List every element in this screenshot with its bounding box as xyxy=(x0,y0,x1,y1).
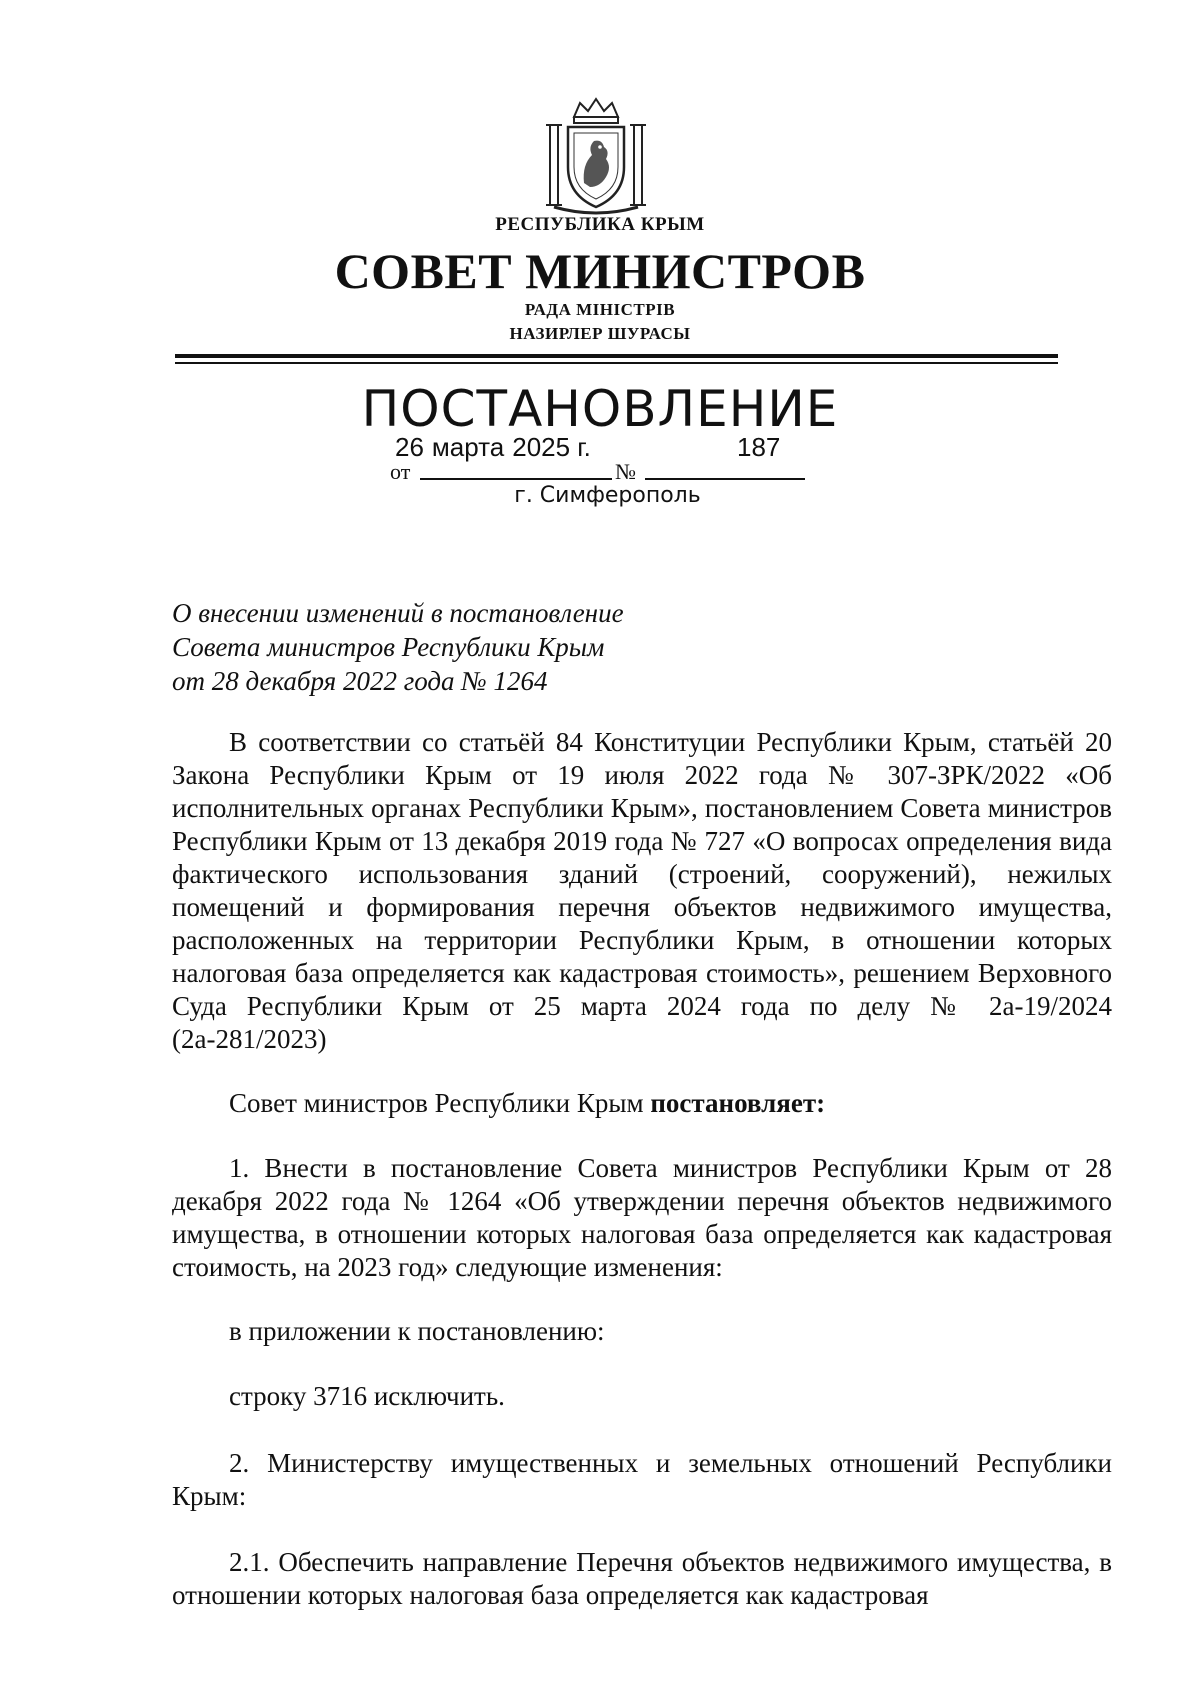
council-name: СОВЕТ МИНИСТРОВ xyxy=(334,243,866,299)
number-underline xyxy=(645,478,805,480)
republic-name: РЕСПУБЛИКА КРЫМ xyxy=(495,214,705,235)
document-type-heading: ПОСТАНОВЛЕНИЕ xyxy=(361,380,839,438)
item-1-change-text: строку 3716 исключить. xyxy=(229,1381,505,1411)
preamble-paragraph xyxy=(172,726,1112,1056)
council-name-crimean-tatar: НАЗИРЛЕР ШУРАСЫ xyxy=(509,324,691,343)
resolution-paragraph xyxy=(172,1087,1112,1120)
date-year: 2025 г. xyxy=(512,432,591,462)
document-title xyxy=(172,596,624,698)
date-underline xyxy=(420,478,612,480)
item-2-text: 2. Министерству имущественных и земельных отношений Республики Крым: xyxy=(172,1448,1112,1511)
title-line: Совета министров Республики Крым xyxy=(172,632,605,662)
header-divider-thin xyxy=(175,362,1058,364)
item-1-sub-paragraph xyxy=(172,1315,1112,1348)
preamble-text: В соответствии со статьёй 84 Конституции Республики Крым, статьёй 20 Закона Республики Крым от 19 июля 2022 года № 307-ЗРК/2022 «Об исполнительных органах Республики Крым», постановлением Совета министров Республики Крым от 13 декабря 2019 года № 727 «О вопросах определения вида фактического использования зданий (строений, сооружений), нежилых помещений и формирования перечня объектов недвижимого имущества, расположенных на территории Республики Крым, в отношении которых налоговая база определяется как кадастровая стоимость», решением Верховного Суда Республики Крым от 25 марта 2024 года по делу № 2а-19/2024 (2а-281/2023) xyxy=(172,727,1112,1054)
issue-city: г. Симферополь xyxy=(514,483,701,508)
item-1-change-paragraph xyxy=(172,1380,1112,1413)
decree-number: 187 xyxy=(737,432,781,462)
council-name-ukrainian: РАДА МІНІСТРІВ xyxy=(524,300,676,319)
title-line: от 28 декабря 2022 года № 1264 xyxy=(172,666,548,696)
crimea-coat-of-arms-icon xyxy=(540,95,652,217)
resolution-prefix: Совет министров Республики Крым xyxy=(229,1088,651,1118)
date-day: 26 xyxy=(395,432,424,462)
number-label: № xyxy=(615,459,636,484)
title-line: О внесении изменений в постановление xyxy=(172,598,624,628)
item-1-text: 1. Внести в постановление Совета министров Республики Крым от 28 декабря 2022 года № 1264 «Об утверждении перечня объектов недвижимого имущества, в отношении которых налоговая база определяется как кадастровая стоимость, на 2023 год» следующие изменения: xyxy=(172,1153,1112,1282)
item-1-sub-text: в приложении к постановлению: xyxy=(229,1316,605,1346)
item-2-1-paragraph xyxy=(172,1546,1112,1612)
item-2-1-text: 2.1. Обеспечить направление Перечня объектов недвижимого имущества, в отношении которых налоговая база определяется как кадастровая xyxy=(172,1547,1112,1610)
resolution-text xyxy=(172,1087,1112,1120)
decree-date xyxy=(395,432,599,463)
date-month: марта xyxy=(431,432,505,462)
from-label: от xyxy=(390,459,411,484)
item-1-paragraph xyxy=(172,1152,1112,1284)
item-2-paragraph xyxy=(172,1447,1112,1513)
header-divider-thick xyxy=(175,354,1058,358)
resolution-verb: постановляет: xyxy=(650,1088,826,1118)
